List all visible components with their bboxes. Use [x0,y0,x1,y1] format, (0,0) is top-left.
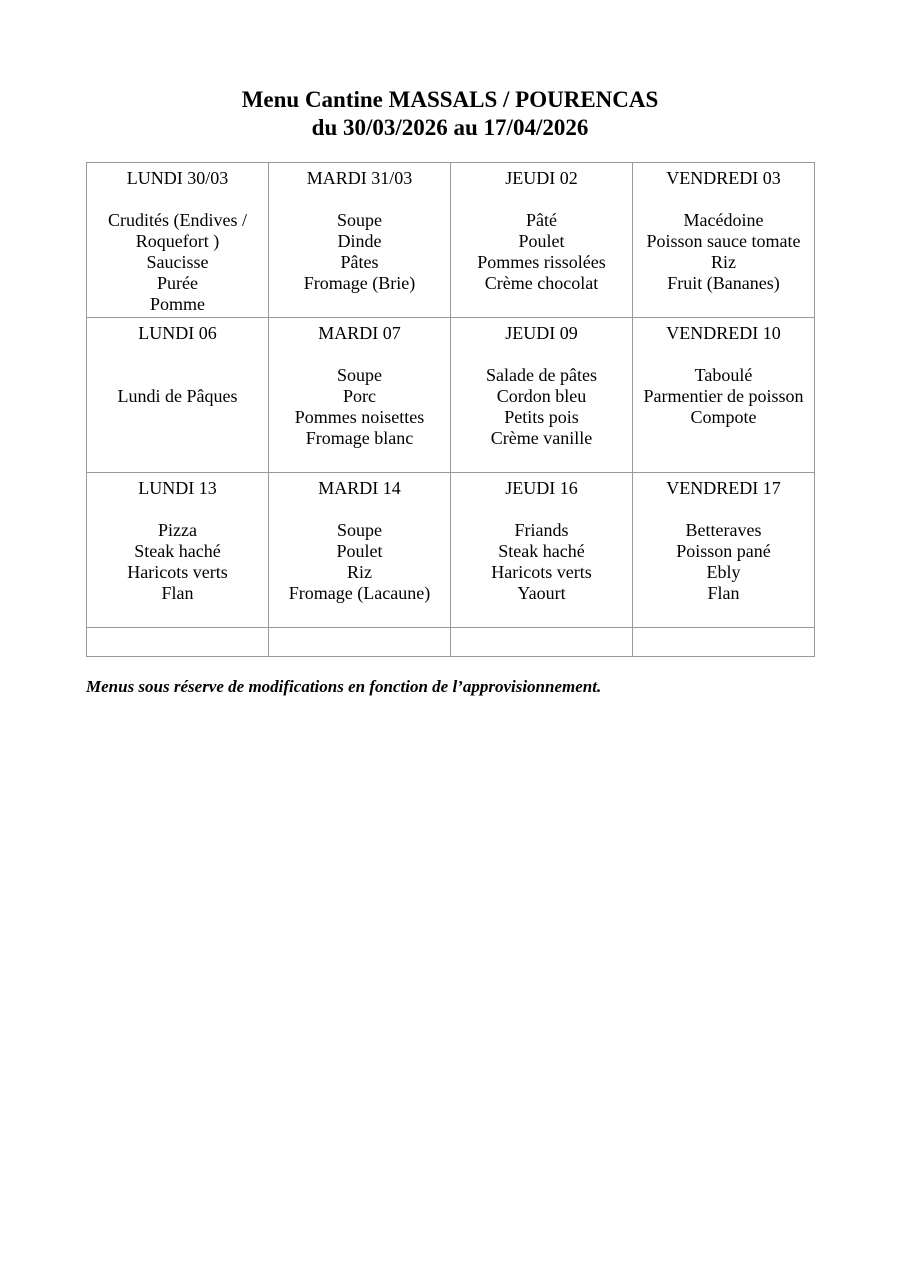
day-cell [87,318,269,473]
dish-item: Pâtes [340,252,379,272]
dish-item: Roquefort ) [135,231,220,251]
day-header: LUNDI 06 [138,323,217,343]
dish-item: Crudités (Endives / [108,210,247,230]
dish-item: Salade de pâtes [486,365,597,385]
dish-item: Parmentier de poisson [643,386,804,406]
dish-item: Fruit (Bananes) [667,273,780,293]
menu-table-body [87,163,815,657]
dish-item: Saucisse [146,252,209,272]
day-cell [269,473,451,628]
menu-table [86,162,815,657]
dish-item: Crème chocolat [484,273,599,293]
dish-item: Crème vanille [490,428,593,448]
dish-item: Porc [343,386,376,406]
dish-item: Pommes noisettes [294,407,425,427]
dish-item: Dinde [337,231,382,251]
dish-item: Petits pois [504,407,579,427]
dish-item: Poulet [518,231,565,251]
day-cell [451,318,633,473]
dish-item: Friands [514,520,569,540]
dish-item: Haricots verts [127,562,228,582]
day-header: VENDREDI 03 [666,168,781,188]
dish-item: Ebly [706,562,741,582]
dish-item: Pâté [526,210,557,230]
dish-item [91,365,264,386]
page-title [0,86,900,142]
title-line-2: du 30/03/2026 au 17/04/2026 [311,115,589,140]
empty-row [87,628,815,657]
dish-item: Flan [707,583,740,603]
dish-item: Fromage (Brie) [303,273,416,293]
day-header: JEUDI 16 [505,478,578,498]
day-header: LUNDI 30/03 [126,168,229,188]
dish-item: Pommes rissolées [477,252,606,272]
dish-item: Steak haché [498,541,585,561]
dish-item: Yaourt [517,583,566,603]
day-cell [87,163,269,318]
dish-item: Macédoine [683,210,764,230]
dish-item: Poisson sauce tomate [646,231,801,251]
dish-item: Fromage (Lacaune) [288,583,431,603]
empty-cell [451,628,633,657]
dish-item: Soupe [337,210,382,230]
dish-item: Soupe [337,520,382,540]
day-header: MARDI 07 [318,323,401,343]
day-header: VENDREDI 10 [666,323,781,343]
week-row [87,318,815,473]
day-header: LUNDI 13 [138,478,217,498]
empty-cell [269,628,451,657]
dish-item: Soupe [337,365,382,385]
dish-item: Betteraves [685,520,762,540]
day-header: MARDI 14 [318,478,401,498]
dish-item: Pizza [158,520,197,540]
day-header: JEUDI 09 [505,323,578,343]
disclaimer-note: Menus sous réserve de modifications en fonction de l’approvisionnement. [86,677,602,696]
dish-item: Poulet [336,541,383,561]
dish-item: Steak haché [134,541,221,561]
title-line-1: Menu Cantine MASSALS / POURENCAS [241,87,659,112]
dish-item: Lundi de Pâques [117,386,238,406]
empty-cell [87,628,269,657]
dish-item: Purée [157,273,198,293]
dish-item: Poisson pané [676,541,771,561]
dish-item: Pomme [149,294,205,314]
day-cell [87,473,269,628]
day-header: JEUDI 02 [505,168,578,188]
day-cell [633,163,815,318]
day-header: MARDI 31/03 [306,168,413,188]
dish-item: Haricots verts [491,562,592,582]
day-cell [633,318,815,473]
day-cell [269,318,451,473]
dish-item: Riz [711,252,736,272]
day-cell [451,473,633,628]
empty-cell [633,628,815,657]
week-row [87,473,815,628]
dish-item: Flan [161,583,194,603]
dish-item: Compote [690,407,757,427]
day-cell [633,473,815,628]
dish-item: Fromage blanc [305,428,414,448]
day-header: VENDREDI 17 [666,478,781,498]
dish-item: Taboulé [694,365,753,385]
dish-item: Cordon bleu [496,386,587,406]
day-cell [451,163,633,318]
dish-item: Riz [347,562,372,582]
week-row [87,163,815,318]
day-cell [269,163,451,318]
